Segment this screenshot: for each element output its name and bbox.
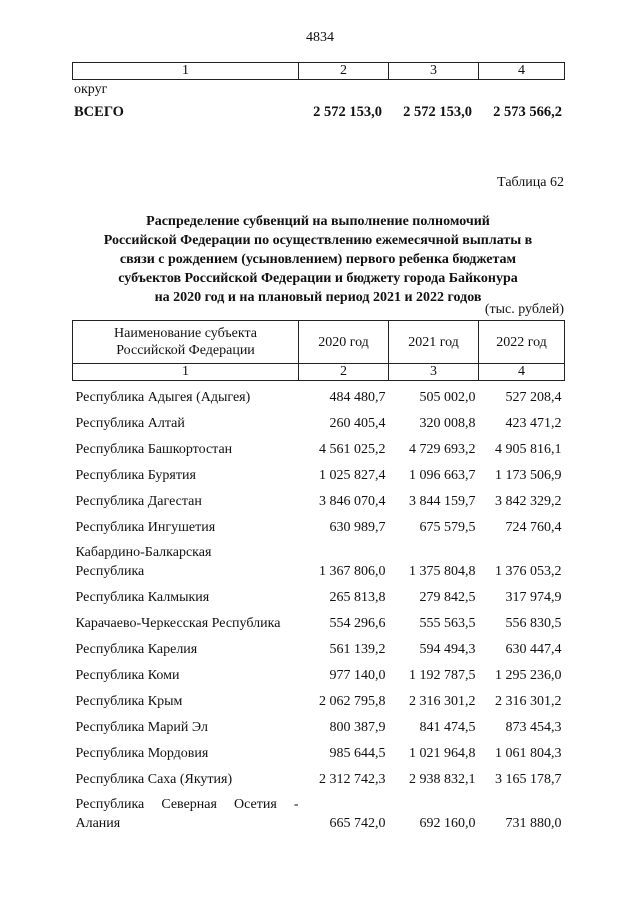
value-2020: 561 139,2 — [329, 642, 386, 657]
value-2020: 2 062 795,8 — [319, 694, 386, 709]
table-title-line: субъектов Российской Федерации и бюджету города Байконура — [118, 271, 518, 286]
value-2021: 1 096 663,7 — [409, 468, 476, 483]
table-row — [73, 537, 565, 581]
region-name: Республика Мордовия — [75, 746, 209, 761]
table-row — [73, 381, 565, 408]
column-number: 2 — [299, 364, 389, 381]
table-title-line: на 2020 год и на плановый период 2021 и 2022 годов — [154, 290, 482, 305]
header-2020: 2020 год — [299, 321, 389, 364]
value-2020: 800 387,9 — [329, 720, 386, 735]
continuation-header-table — [72, 62, 565, 80]
table-row — [73, 581, 565, 607]
value-2022: 731 880,0 — [505, 816, 562, 831]
region-name: Карачаево-Черкесская Республика — [75, 616, 281, 631]
region-name: Республика Коми — [75, 668, 180, 683]
units-label: (тыс. рублей) — [484, 302, 564, 317]
value-2021: 675 579,5 — [419, 520, 476, 535]
column-number: 3 — [389, 63, 479, 80]
value-2020: 985 644,5 — [329, 746, 386, 761]
value-2021: 4 729 693,2 — [409, 442, 476, 457]
value-2020: 1 367 806,0 — [319, 564, 386, 579]
value-2020: 554 296,6 — [329, 616, 386, 631]
total-2021: 2 572 153,0 — [403, 104, 472, 120]
region-name — [73, 789, 299, 833]
table-row — [73, 789, 565, 833]
column-number: 4 — [479, 364, 565, 381]
value-2021: 2 938 832,1 — [409, 772, 476, 787]
value-2022: 630 447,4 — [505, 642, 562, 657]
header-2022: 2022 год — [479, 321, 565, 364]
region-name — [73, 537, 299, 581]
page-number: 4834 — [306, 30, 334, 45]
value-2021: 1 375 804,8 — [409, 564, 476, 579]
header-2021: 2021 год — [389, 321, 479, 364]
region-name: Республика Калмыкия — [75, 590, 210, 605]
table-number: Таблица 62 — [497, 175, 564, 190]
table-title-line: Российской Федерации по осуществлению ежемесячной выплаты в — [103, 233, 533, 248]
header-region-name — [73, 321, 299, 364]
table-row — [73, 737, 565, 763]
region-name: Республика Алтай — [75, 416, 185, 431]
value-2021: 1 192 787,5 — [409, 668, 476, 683]
region-name: Республика Ингушетия — [75, 520, 216, 535]
column-number: 4 — [479, 63, 565, 80]
table-row — [73, 485, 565, 511]
total-2022: 2 573 566,2 — [493, 104, 562, 120]
value-2022: 423 471,2 — [505, 416, 562, 431]
value-2020: 665 742,0 — [329, 816, 386, 831]
region-name-line: Алания — [75, 816, 121, 831]
total-row — [72, 104, 564, 124]
value-2021: 320 008,8 — [419, 416, 476, 431]
value-2020: 265 813,8 — [329, 590, 386, 605]
value-2021: 3 844 159,7 — [409, 494, 476, 509]
value-2022: 556 830,5 — [505, 616, 562, 631]
value-2022: 3 842 329,2 — [495, 494, 562, 509]
table-title — [72, 212, 564, 307]
table-title-line: Распределение субвенций на выполнение полномочий — [146, 214, 490, 229]
value-2020: 260 405,4 — [329, 416, 386, 431]
value-2021: 555 563,5 — [419, 616, 476, 631]
table-row — [73, 685, 565, 711]
value-2022: 317 974,9 — [505, 590, 562, 605]
table-row — [73, 511, 565, 537]
value-2020: 630 989,7 — [329, 520, 386, 535]
value-2020: 977 140,0 — [329, 668, 386, 683]
region-name: Республика Саха (Якутия) — [75, 772, 233, 787]
value-2021: 2 316 301,2 — [409, 694, 476, 709]
region-name: Республика Марий Эл — [75, 720, 208, 735]
region-name-line: Кабардино-Балкарская — [75, 545, 212, 560]
value-2021: 594 494,3 — [419, 642, 476, 657]
total-label: ВСЕГО — [74, 104, 124, 120]
value-2022: 1 376 053,2 — [495, 564, 562, 579]
continuation-fragment: округ — [74, 82, 108, 97]
header-name-line: Российской Федерации — [116, 343, 255, 358]
region-name: Республика Башкортостан — [75, 442, 233, 457]
value-2022: 1 061 804,3 — [495, 746, 562, 761]
value-2020: 4 561 025,2 — [319, 442, 386, 457]
region-name: Республика Адыгея (Адыгея) — [75, 390, 251, 405]
total-2020: 2 572 153,0 — [313, 104, 382, 120]
region-name: Республика Дагестан — [75, 494, 202, 509]
table-row — [73, 433, 565, 459]
header-name-line: Наименование субъекта — [114, 326, 257, 341]
value-2021: 841 474,5 — [419, 720, 476, 735]
table-row — [73, 407, 565, 433]
table-title-line: связи с рождением (усыновлением) первого ребенка бюджетам — [119, 252, 517, 267]
region-name: Республика Карелия — [75, 642, 198, 657]
column-number: 1 — [73, 63, 299, 80]
value-2021: 505 002,0 — [419, 390, 476, 405]
value-2021: 692 160,0 — [419, 816, 476, 831]
value-2020: 1 025 827,4 — [319, 468, 386, 483]
value-2022: 2 316 301,2 — [495, 694, 562, 709]
table-row — [73, 633, 565, 659]
value-2022: 873 454,3 — [505, 720, 562, 735]
region-name: Республика Бурятия — [75, 468, 196, 483]
subsidy-table — [72, 320, 565, 833]
table-row — [73, 763, 565, 789]
value-2022: 4 905 816,1 — [495, 442, 562, 457]
region-name-line: Республика Северная Осетия - — [75, 797, 299, 812]
region-name: Республика Крым — [75, 694, 183, 709]
table-row — [73, 459, 565, 485]
region-name-line: Республика — [75, 564, 145, 579]
table-row — [73, 659, 565, 685]
value-2022: 3 165 178,7 — [495, 772, 562, 787]
column-number: 2 — [299, 63, 389, 80]
value-2020: 484 480,7 — [329, 390, 386, 405]
value-2022: 724 760,4 — [505, 520, 562, 535]
table-row — [73, 711, 565, 737]
value-2022: 527 208,4 — [505, 390, 562, 405]
value-2022: 1 173 506,9 — [495, 468, 562, 483]
value-2020: 3 846 070,4 — [319, 494, 386, 509]
value-2020: 2 312 742,3 — [319, 772, 386, 787]
value-2021: 1 021 964,8 — [409, 746, 476, 761]
table-row — [73, 607, 565, 633]
value-2021: 279 842,5 — [419, 590, 476, 605]
column-number: 1 — [73, 364, 299, 381]
value-2022: 1 295 236,0 — [495, 668, 562, 683]
column-number: 3 — [389, 364, 479, 381]
